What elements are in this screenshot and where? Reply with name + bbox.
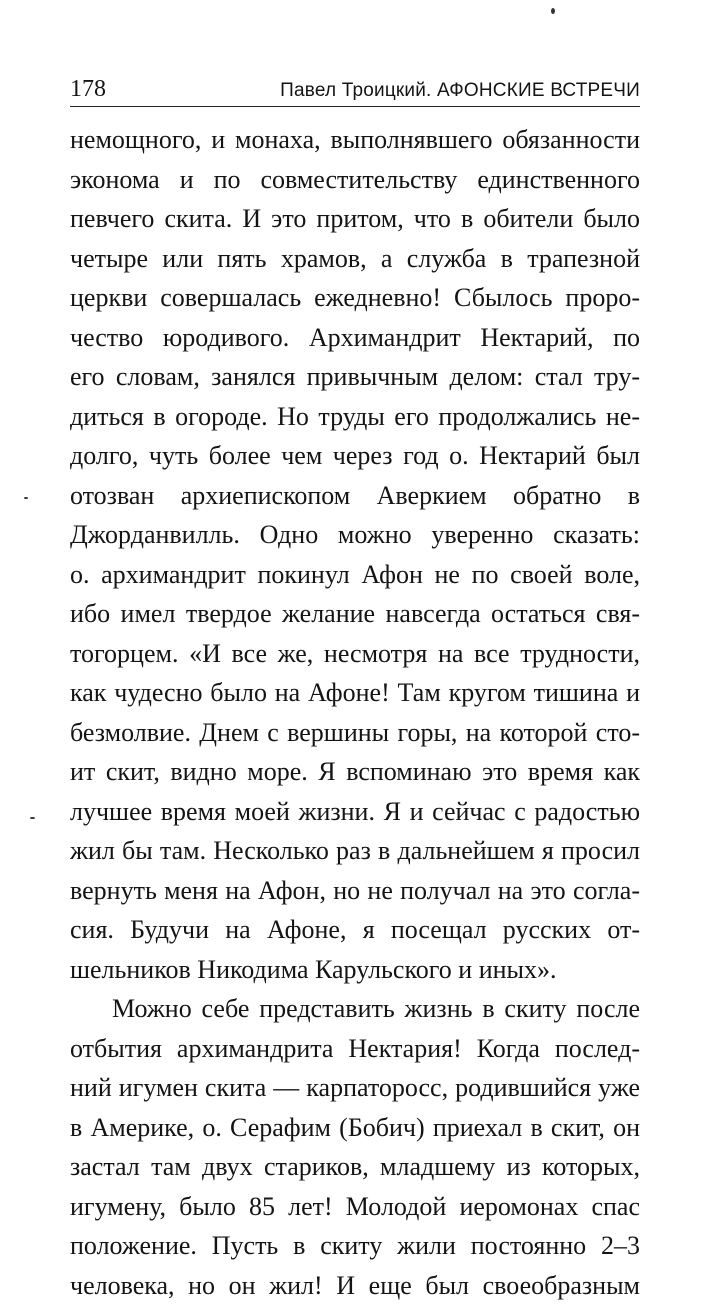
text-line: церкви совершалась ежедневно! Сбылось проро- [70,278,640,318]
text-line: чество юродивого. Архимандрит Нектарий, по [70,318,640,358]
text-line: ний игумен скита — карпаторосс, родившийся уже [70,1068,640,1108]
text-line: вернуть меня на Афон, но не получал на это согла- [70,871,640,911]
running-header-title: Павел Троицкий. АФОНСКИЕ ВСТРЕЧИ [280,78,640,104]
text-line: отозван архиепископом Аверкием обратно в [70,476,640,516]
page-number: 178 [70,74,106,104]
text-line: лучшее время моей жизни. Я и сейчас с радостью [70,792,640,832]
text-line: ит скит, видно море. Я вспоминаю это время как [70,752,640,792]
text-line: долго, чуть более чем через год о. Нектарий был [70,436,640,476]
text-line: отбытия архимандрита Нектария! Когда послед- [70,1029,640,1069]
text-line: сия. Будучи на Афоне, я посещал русских от- [70,910,640,950]
text-line: его словам, занялся привычным делом: стал тру- [70,357,640,397]
text-line: застал там двух стариков, младшему из которых, [70,1147,640,1187]
text-line: игумену, было 85 лет! Молодой иеромонах спас [70,1187,640,1227]
text-line: тогорцем. «И все же, несмотря на все трудности, [70,634,640,674]
paragraph-2 [70,989,640,1305]
text-line: шельников Никодима Карульского и иных». [70,950,640,990]
running-header [70,72,640,107]
text-line: жил бы там. Несколько раз в дальнейшем я просил [70,831,640,871]
text-line: положение. Пусть в скиту жили постоянно 2–3 [70,1226,640,1266]
text-line: четыре или пять храмов, а служба в трапезной [70,239,640,279]
text-line: Можно себе представить жизнь в скиту после [70,989,640,1029]
ink-speck [24,497,28,499]
text-line: ибо имел твердое желание навсегда остаться свя- [70,594,640,634]
text-line: безмолвие. Днем с вершины горы, на которой сто- [70,713,640,753]
ink-speck [30,817,35,819]
text-line: о. архимандрит покинул Афон не по своей воле, [70,555,640,595]
text-line: в Америке, о. Серафим (Бобич) приехал в скит, он [70,1108,640,1148]
text-line: Джорданвилль. Одно можно уверенно сказать: [70,515,640,555]
text-line: немощного, и монаха, выполнявшего обязанности [70,120,640,160]
body-text [70,120,640,1305]
text-line: певчего скита. И это притом, что в обители было [70,199,640,239]
text-line: эконома и по совместительству единственного [70,160,640,200]
text-line: человека, но он жил! И еще был своеобразным [70,1266,640,1305]
text-line: диться в огороде. Но труды его продолжались не- [70,397,640,437]
ink-speck [551,8,555,14]
paragraph-1 [70,120,640,989]
text-line: как чудесно было на Афоне! Там кругом тишина и [70,673,640,713]
